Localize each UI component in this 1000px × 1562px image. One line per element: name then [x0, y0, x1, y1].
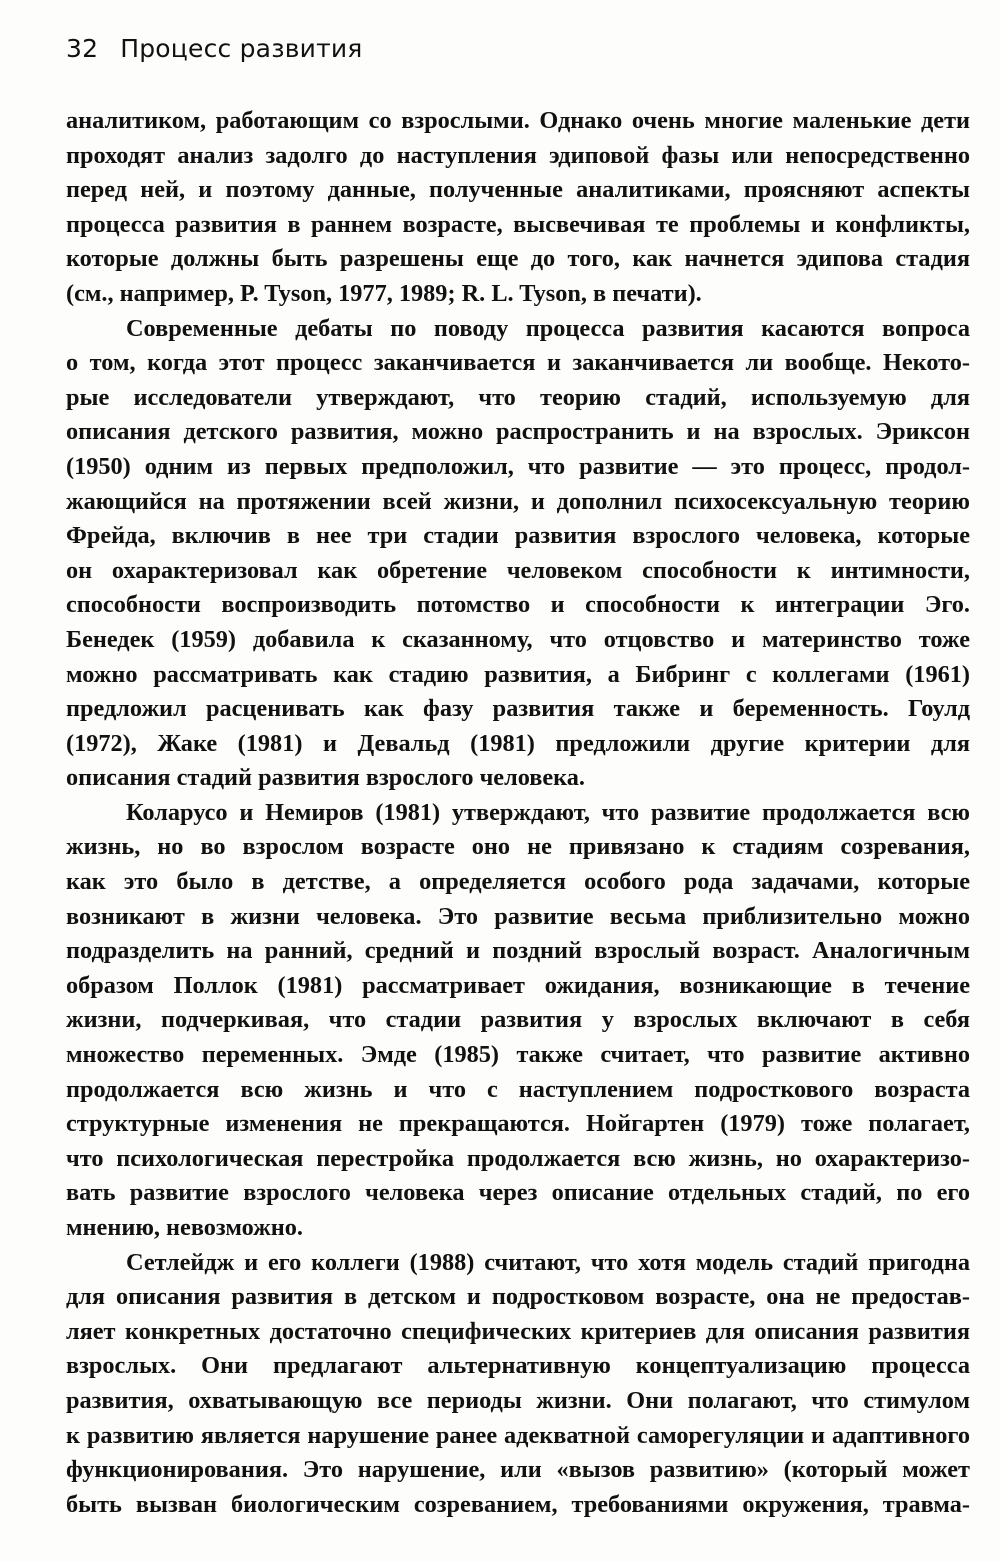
paragraph [66, 312, 970, 796]
text-line: ляет конкретных достаточно специфических критериев для описания развития [66, 1317, 970, 1345]
text-line: как это было в детстве, а определяется особого рода задачами, которые [66, 868, 970, 896]
text-line: для описания развития в детском и подростковом возрасте, она не предостав- [66, 1283, 970, 1311]
text-line: Сетлейдж и его коллеги (1988) считают, что хотя модель стадий пригодна [126, 1248, 970, 1276]
text-line: рые исследователи утверждают, что теорию стадий, используемую для [66, 383, 970, 411]
text-line: образом Поллок (1981) рассматривает ожидания, возникающие в течение [66, 971, 970, 999]
text-line: (1972), Жаке (1981) и Девальд (1981) предложили другие критерии для [66, 729, 970, 757]
text-line: проходят анализ задолго до наступления эдиповой фазы или непосредственно [66, 141, 970, 169]
text-line: описания стадий развития взрослого человека. [66, 764, 586, 792]
text-line: которые должны быть разрешены еще до того, как начнется эдипова стадия [66, 245, 970, 273]
text-line: (1950) одним из первых предположил, что развитие — это процесс, продол- [66, 452, 970, 480]
text-line: предложил расценивать как фазу развития также и беременность. Гоулд [66, 695, 970, 723]
text-line: структурные изменения не прекращаются. Нойгартен (1979) тоже полагает, [66, 1110, 970, 1138]
text-line: процесса развития в раннем возрасте, высвечивая те проблемы и конфликты, [66, 210, 970, 238]
page-number: 32 [66, 34, 99, 63]
text-line: продолжается всю жизнь и что с наступлением подросткового возраста [66, 1075, 970, 1103]
text-line: жающийся на протяжении всей жизни, и дополнил психосексуальную теорию [66, 487, 970, 515]
text-line: Современные дебаты по поводу процесса развития касаются вопроса [126, 314, 970, 342]
text-line: Бенедек (1959) добавила к сказанному, что отцовство и материнство тоже [66, 625, 970, 653]
text-line: о том, когда этот процесс заканчивается и заканчивается ли вообще. Некото- [66, 349, 970, 377]
body-text [66, 104, 970, 1522]
paragraph [66, 104, 970, 312]
text-line: (см., например, P. Tyson, 1977, 1989; R. L. Tyson, в печати). [66, 279, 702, 307]
text-line: множество переменных. Эмде (1985) также считает, что развитие активно [66, 1041, 970, 1069]
text-line: подразделить на ранний, средний и поздний взрослый возраст. Аналогичным [66, 937, 970, 965]
text-line: аналитиком, работающим со взрослыми. Однако очень многие маленькие дети [66, 107, 970, 134]
text-line: Коларусо и Немиров (1981) утверждают, что развитие продолжается всю [126, 798, 970, 826]
text-line: мнению, невозможно. [66, 1214, 303, 1241]
text-line: он охарактеризовал как обретение человеком способности к интимности, [66, 556, 970, 584]
text-line: функционирования. Это нарушение, или «вызов развитию» (который может [66, 1456, 970, 1484]
text-line: описания детского развития, можно распространить и на взрослых. Эриксон [66, 418, 970, 446]
paragraph [66, 796, 970, 1246]
text-line: вать развитие взрослого человека через описание отдельных стадий, по его [66, 1179, 970, 1207]
text-line: Фрейда, включив в нее три стадии развития взрослого человека, которые [66, 522, 970, 550]
text-line: способности воспроизводить потомство и способности к интеграции Эго. [66, 591, 970, 619]
text-line: к развитию является нарушение ранее адекватной саморегуляции и адаптивного [66, 1421, 970, 1449]
text-line: развития, охватывающую все периоды жизни. Они полагают, что стимулом [66, 1386, 970, 1414]
text-line: взрослых. Они предлагают альтернативную концептуализацию процесса [66, 1352, 970, 1380]
running-title: Процесс развития [120, 34, 363, 63]
paragraph [66, 1246, 970, 1523]
text-line: что психологическая перестройка продолжается всю жизнь, но охарактеризо- [66, 1144, 970, 1172]
text-line: жизни, подчеркивая, что стадии развития у взрослых включают в себя [66, 1006, 970, 1034]
text-line: перед ней, и поэтому данные, полученные аналитиками, проясняют аспекты [66, 176, 970, 204]
text-line: можно рассматривать как стадию развития, а Бибринг с коллегами (1961) [66, 660, 970, 688]
running-head [66, 34, 363, 63]
text-line: жизнь, но во взрослом возрасте оно не привязано к стадиям созревания, [66, 833, 970, 861]
text-line: быть вызван биологическим созреванием, требованиями окружения, травма- [66, 1490, 970, 1518]
text-line: возникают в жизни человека. Это развитие весьма приблизительно можно [66, 902, 970, 930]
